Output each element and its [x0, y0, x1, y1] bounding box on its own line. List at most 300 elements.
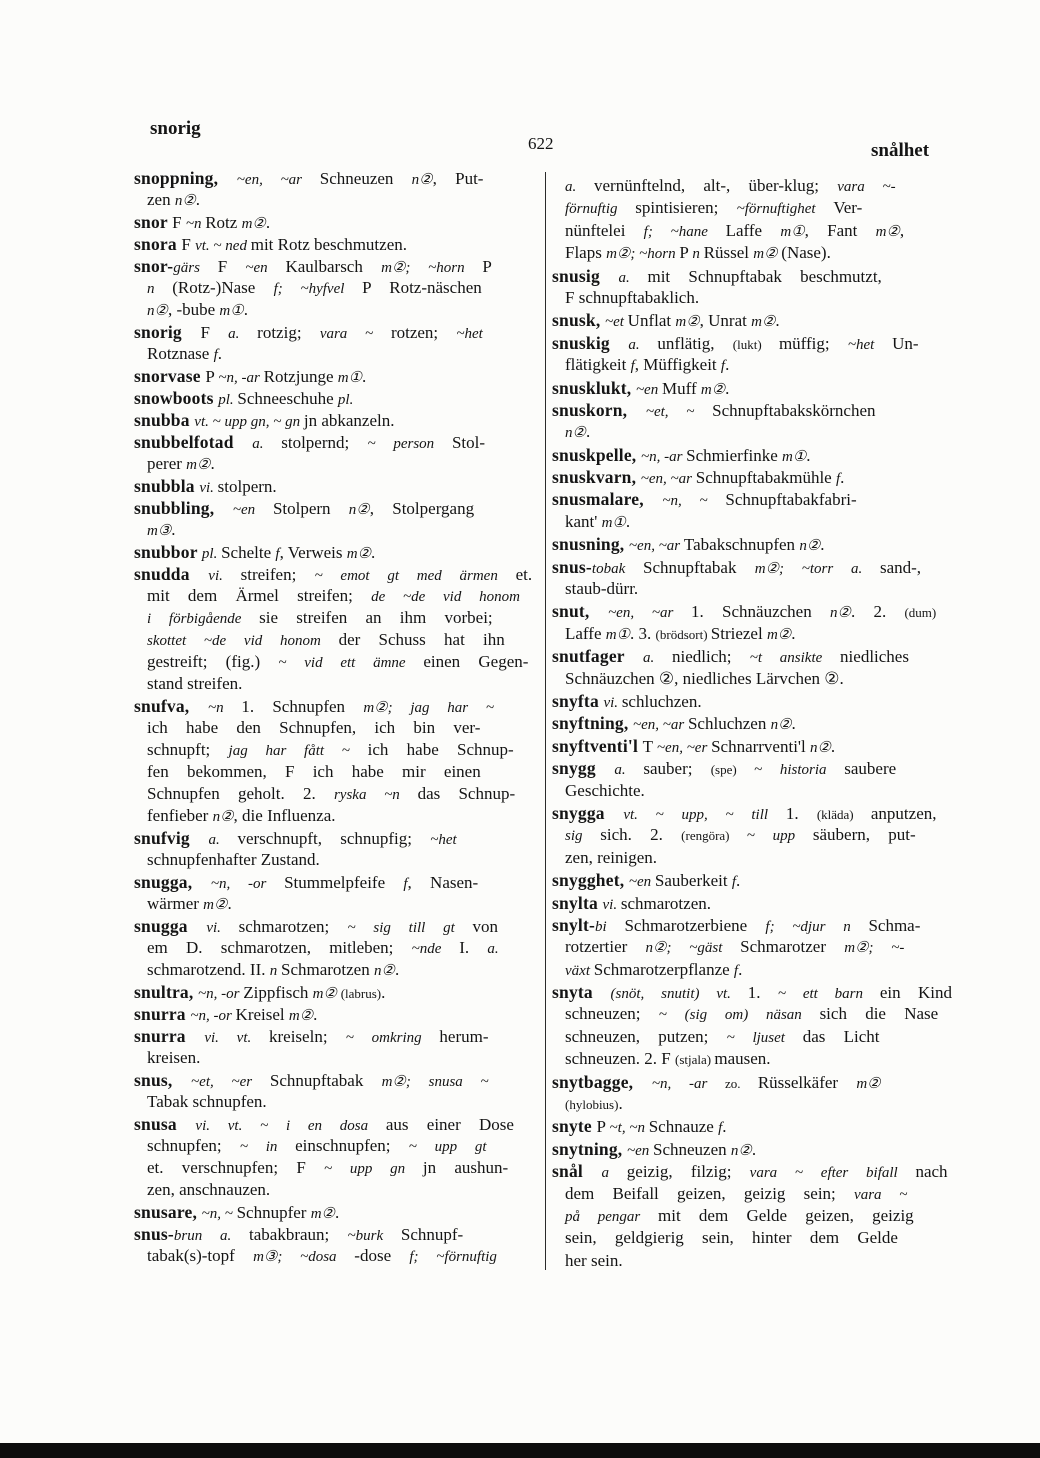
entry-line [134, 695, 542, 717]
text: Schnupfer [236, 1203, 311, 1222]
entry-line [552, 421, 952, 443]
entry-line [134, 277, 542, 299]
dictionary-entry [134, 1113, 542, 1201]
italic-label: f; ~förnuftig [409, 1249, 497, 1265]
entry-line [552, 668, 952, 690]
text: , Nasen- [407, 873, 479, 892]
italic-label: ~n, -ar [218, 370, 264, 386]
entry-line [552, 869, 952, 891]
text: schneuzen. 2. F [565, 1049, 676, 1069]
entry-line [552, 847, 952, 869]
italic-label: (snöt, snutit) vt. [610, 986, 748, 1003]
italic-label: m③; ~dosa [253, 1249, 355, 1265]
text: Tabak schnupfen. [147, 1092, 267, 1111]
text: sauber; [643, 759, 711, 779]
italic-label: f [720, 358, 726, 375]
dictionary-entry [552, 914, 952, 981]
entry-line [552, 1160, 952, 1182]
italic-label: vi. [208, 568, 241, 584]
headword: snus- [552, 556, 592, 577]
entry-line [134, 255, 542, 277]
text: stolpern. [217, 477, 277, 496]
headword: snuskvarn, [552, 467, 641, 488]
entry-line [134, 673, 542, 695]
text: I. [459, 938, 488, 957]
dictionary-entry [134, 387, 542, 409]
text: . [313, 1005, 318, 1024]
text: tabak(s)-topf [147, 1246, 254, 1265]
column-divider [545, 172, 546, 1270]
dictionary-entry [552, 712, 952, 734]
dictionary-entry [552, 466, 952, 488]
text: schneuzen, putzen; [565, 1026, 727, 1046]
italic-label: n② [348, 502, 370, 518]
dictionary-entry [552, 1115, 952, 1137]
dictionary-entry [552, 690, 952, 712]
text: rotzen; [390, 323, 457, 342]
dictionary-entry [552, 556, 952, 601]
text: Zippfisch [243, 983, 313, 1002]
italic-label: vi. [603, 694, 622, 711]
italic-label: m② [766, 626, 792, 643]
italic-label: f [403, 876, 408, 892]
italic-label: vi. vt. [204, 1030, 269, 1046]
entry-line [134, 761, 542, 783]
entry-line [552, 1071, 952, 1093]
text: sie streifen an ihm vorbei; [259, 608, 493, 627]
text: stand streifen. [147, 674, 243, 693]
text: staub-dürr. [565, 579, 639, 599]
text: perer [147, 454, 187, 473]
dictionary-entry [134, 1201, 542, 1223]
italic-label: tobak [591, 560, 643, 577]
italic-label: ~het [847, 336, 893, 353]
text: . [775, 311, 780, 331]
headword: snurra [134, 1026, 205, 1046]
headword: snylta [552, 892, 603, 913]
italic-label: m②; jag har ~ [363, 700, 494, 716]
italic-label: ~n, -or [210, 876, 285, 892]
dictionary-entry [134, 563, 542, 695]
text: . [362, 367, 367, 386]
italic-label: brun a. [173, 1228, 250, 1244]
entry-line [552, 1026, 952, 1048]
text: Ver- [833, 198, 863, 218]
italic-label: vara ~ [319, 326, 391, 342]
entry-line [134, 1091, 542, 1113]
text: Schnäuzchen ②, niedliches Lärvchen ②. [565, 668, 844, 688]
text: . [243, 300, 248, 319]
headword: snorig [134, 322, 201, 342]
italic-label: m② [856, 1075, 881, 1092]
text: Stummelpfeife [284, 873, 404, 892]
text: Schma- [868, 915, 921, 935]
text: , Unrat [699, 311, 752, 331]
italic-label: m②; ~torr a. [754, 560, 880, 577]
entry-line [552, 466, 952, 488]
entry-line [552, 981, 952, 1003]
italic-label: ~en [232, 502, 273, 518]
italic-label: vi. [602, 896, 621, 913]
headword: snål [552, 1161, 602, 1182]
entry-line [134, 387, 542, 409]
entry-line [552, 220, 952, 242]
entry-line [134, 343, 542, 365]
headword: snyta [552, 982, 611, 1003]
text: sich. 2. [600, 825, 682, 845]
text: sand-, [879, 557, 922, 577]
text: F [217, 257, 246, 276]
dictionary-entry [552, 332, 952, 377]
text: . 2. [850, 602, 905, 622]
text: ich habe Schnup- [367, 740, 514, 759]
text: Stolpern [272, 499, 349, 518]
headword: snubba [134, 410, 195, 430]
italic-label: ~et, ~er [191, 1074, 270, 1090]
entry-line [552, 1048, 952, 1070]
italic-label: m②; ~horn [381, 260, 483, 276]
text: nünftelei [565, 220, 644, 240]
dictionary-entry [134, 321, 542, 365]
headword: snus- [134, 1224, 174, 1244]
text: schmarotzend. II. [147, 960, 270, 979]
italic-label: ~en, ~er [656, 739, 712, 756]
text: , Stolpergang [369, 499, 475, 518]
dictionary-entry [134, 981, 542, 1003]
text: Schneuzen [652, 1139, 731, 1159]
entry-line [134, 651, 542, 673]
italic-label: m② [288, 1008, 314, 1024]
italic-label: ~ vid ett ämne [278, 655, 424, 671]
entry-line [134, 827, 542, 849]
dictionary-entry [134, 695, 542, 827]
dictionary-entry [134, 475, 542, 497]
dictionary-entry [552, 735, 952, 757]
dictionary-entry [134, 1025, 542, 1069]
italic-label: vt. ~ upp gn, ~ gn [194, 414, 304, 430]
text: F [181, 235, 196, 254]
text: schneuzen; [565, 1004, 659, 1024]
text: . [585, 422, 591, 442]
italic-label: ~n, ~ [662, 493, 726, 510]
text: . [738, 959, 743, 979]
dictionary-entry [134, 1069, 542, 1113]
headword: snusare, [134, 1202, 202, 1222]
text: . [791, 714, 796, 734]
dictionary-entry [552, 309, 952, 331]
entry-line [552, 623, 952, 645]
text: Schmierfinke [686, 445, 783, 465]
headword: snudda [134, 564, 209, 584]
entry-line [134, 717, 542, 739]
entry-line [552, 488, 952, 510]
entry-line [552, 444, 952, 466]
dictionary-entry [552, 645, 952, 690]
dictionary-entry [552, 600, 952, 645]
text: kreiseln; [269, 1027, 346, 1046]
text: Laffe [725, 220, 781, 240]
entry-line [552, 377, 952, 399]
italic-label: f [733, 962, 739, 979]
italic-label: ~ omkring [345, 1030, 440, 1046]
italic-label: pl. [218, 392, 238, 408]
text: verschnupft, schnupfig; [237, 829, 431, 848]
left-column [134, 167, 542, 1267]
text: nach [915, 1162, 948, 1182]
text: . [722, 1117, 727, 1137]
entry-line [134, 1157, 542, 1179]
small-text: zo. [725, 1075, 758, 1091]
dictionary-entry [134, 431, 542, 475]
italic-label: f; ~hyfvel [273, 281, 363, 297]
entry-line [134, 1179, 542, 1201]
entry-line [134, 1047, 542, 1069]
italic-label: a. [614, 762, 644, 779]
text: Schnupftabakskörnchen [712, 400, 876, 420]
text: (Rotz-)Nase [172, 278, 274, 297]
italic-label: pl. [337, 392, 354, 408]
text: gestreift; (fig.) [147, 652, 279, 671]
text: saubere [844, 759, 897, 779]
entry-line [134, 783, 542, 805]
italic-label: n② [730, 1142, 752, 1159]
italic-label: f [731, 874, 737, 891]
italic-label: f [835, 471, 841, 488]
dictionary-entry [134, 497, 542, 541]
text: das Licht [802, 1026, 880, 1046]
dictionary-entry [552, 265, 952, 310]
text: Schluchzen [687, 714, 771, 734]
italic-label: ~n, ~ [201, 1206, 237, 1222]
italic-label: a. [228, 326, 258, 342]
italic-label: pl. [201, 546, 222, 562]
entry-line [552, 265, 952, 287]
headword: snowboots [134, 388, 219, 408]
headword: snubbling, [134, 498, 233, 518]
dictionary-entry [134, 233, 542, 255]
text: herum- [439, 1027, 489, 1046]
italic-label: de ~de vid honom [371, 589, 520, 605]
text: Kreisel [235, 1005, 289, 1024]
italic-label: n② [373, 963, 395, 979]
page-number: 622 [528, 134, 554, 153]
entry-line [552, 959, 952, 981]
headword: snygga [552, 802, 624, 823]
text: mausen. [714, 1049, 771, 1069]
entry-line [134, 299, 542, 321]
headword: snyfta [552, 690, 604, 711]
text: Schnupftabak [643, 557, 755, 577]
text: P Rotz-näschen [362, 278, 482, 297]
italic-label: a. [487, 941, 499, 957]
italic-label: ~ ljuset [726, 1029, 803, 1046]
entry-line [134, 871, 542, 893]
italic-label: n [269, 963, 281, 979]
italic-label: ~n [207, 700, 242, 716]
entry-line [552, 578, 952, 600]
text: ich habe den Schnupfen, ich bin ver- [147, 718, 481, 737]
text: 1. Schnäuzchen [691, 602, 830, 622]
entry-line [552, 892, 952, 914]
dictionary-entry [552, 399, 952, 444]
italic-label: n② [770, 717, 792, 734]
text: , [899, 220, 905, 240]
entry-line [552, 242, 952, 264]
italic-label: ~ sig till gt [347, 920, 473, 936]
dictionary-entry [134, 1223, 542, 1267]
italic-label: m③ [147, 523, 172, 539]
italic-label: ~en [245, 260, 286, 276]
italic-label: m① [219, 303, 244, 319]
entry-line [552, 332, 952, 354]
headword: snorvase [134, 366, 206, 386]
text: , die Influenza. [233, 806, 336, 825]
text: . [217, 344, 222, 363]
dictionary-entry [134, 541, 542, 563]
text: unflätig, [657, 333, 733, 353]
italic-label: på pengar [565, 1208, 658, 1225]
text: Schelte [221, 543, 276, 562]
entry-line [134, 365, 542, 387]
text: , -bube [167, 300, 220, 319]
text: zen, reinigen. [565, 847, 658, 867]
text: Schnarrventi'l [711, 736, 810, 756]
text: Schnupf- [400, 1225, 464, 1244]
headword: snugga [134, 916, 207, 936]
italic-label: ~n, -ar [640, 448, 687, 465]
italic-label: vi. [206, 920, 239, 936]
dictionary-entry [552, 981, 952, 1071]
entry-line [552, 1138, 952, 1160]
text: fenfieber [147, 806, 213, 825]
small-text: (hylobius) [565, 1097, 619, 1113]
italic-label: jag har fått ~ [228, 743, 368, 759]
text: . [335, 1203, 340, 1222]
text: Schnupftabakfabri- [725, 490, 857, 510]
dictionary-entry [552, 444, 952, 466]
italic-label: m① [605, 626, 631, 643]
italic-label: m① [337, 370, 363, 386]
small-text: (brödsort) [655, 626, 711, 642]
text: . [227, 894, 232, 913]
italic-label: m② [186, 457, 211, 473]
italic-label: vara ~ [854, 1186, 908, 1203]
italic-label: m② [700, 381, 726, 398]
italic-label: m② [753, 246, 782, 263]
entry-line [134, 629, 542, 651]
italic-label: n② [565, 425, 586, 442]
italic-label: n② [174, 193, 196, 209]
italic-label: m② [310, 1206, 335, 1222]
text: . [171, 520, 176, 539]
text: F [172, 213, 186, 232]
entry-line [134, 431, 542, 453]
entry-line [134, 1245, 542, 1267]
headword: snutfager [552, 646, 644, 667]
headword: snurra [134, 1004, 191, 1024]
text: einschnupfen; [295, 1136, 409, 1155]
text: . [806, 445, 811, 465]
text: mit dem Ärmel streifen; [147, 586, 372, 605]
text: niedliches [840, 647, 909, 667]
italic-label: ~en, ~ar [608, 605, 692, 622]
entry-line [552, 556, 952, 578]
text: (Nase). [781, 243, 831, 263]
entry-line [134, 739, 542, 761]
italic-label: vara ~ efter bifall [749, 1165, 916, 1182]
entry-line [552, 1003, 952, 1025]
entry-line [134, 519, 542, 541]
text: 1. [747, 983, 778, 1003]
text: , Verweis [279, 543, 347, 562]
headword: snubbla [134, 476, 200, 496]
italic-label: ~en [626, 1142, 653, 1159]
headword: snufvig [134, 828, 209, 848]
headword: snusmalare, [552, 489, 663, 510]
text: 1. [785, 803, 817, 823]
headword: snytbagge, [552, 1071, 652, 1092]
entry-line [552, 780, 952, 802]
headword: snusk, [552, 310, 605, 331]
dictionary-entry [134, 1003, 542, 1025]
italic-label: ~ in [239, 1139, 296, 1155]
entry-line [552, 197, 952, 219]
italic-label: ~en, ~ar [632, 717, 688, 734]
entry-line [552, 712, 952, 734]
entry-line [552, 399, 952, 421]
dictionary-entry [552, 533, 952, 555]
italic-label: m②; ~- [844, 940, 905, 957]
italic-label: m② [203, 897, 228, 913]
entry-line [134, 893, 542, 915]
entry-line [552, 1093, 952, 1115]
text: Schneeschuhe [237, 389, 338, 408]
entry-line [134, 233, 542, 255]
text: schluchzen. [621, 691, 702, 711]
entry-line [552, 1250, 952, 1272]
italic-label: m② [312, 986, 341, 1002]
text: ein Kind [879, 983, 952, 1003]
italic-label: n② [212, 809, 234, 825]
small-text: (dum) [904, 605, 937, 621]
italic-label: ~nde [411, 941, 460, 957]
text: Schmarotzer [740, 937, 845, 957]
text: . [618, 1094, 623, 1114]
headword: snygghet, [552, 870, 629, 891]
text: Striezel [710, 623, 767, 643]
italic-label: a. [643, 650, 673, 667]
headword: snora [134, 234, 182, 254]
small-text: (lukt) [732, 336, 779, 352]
text: der Schuss hat ihn [338, 630, 505, 649]
text: , Fant [804, 220, 876, 240]
italic-label: ~ person [367, 436, 452, 452]
entry-line [552, 735, 952, 757]
small-text: (kläda) [816, 806, 871, 822]
text: P [679, 243, 693, 263]
headword: snylt- [552, 914, 596, 935]
text: schnupfenhafter Zustand. [147, 850, 320, 869]
text: P [482, 257, 492, 276]
italic-label: m① [780, 223, 805, 240]
italic-label: n [147, 281, 173, 297]
headword: snyte [552, 1116, 597, 1137]
dictionary-entry [134, 915, 542, 981]
italic-label: m① [782, 448, 807, 465]
text: , Put- [432, 169, 484, 188]
text: Rotz [205, 213, 242, 232]
entry-line [134, 475, 542, 497]
